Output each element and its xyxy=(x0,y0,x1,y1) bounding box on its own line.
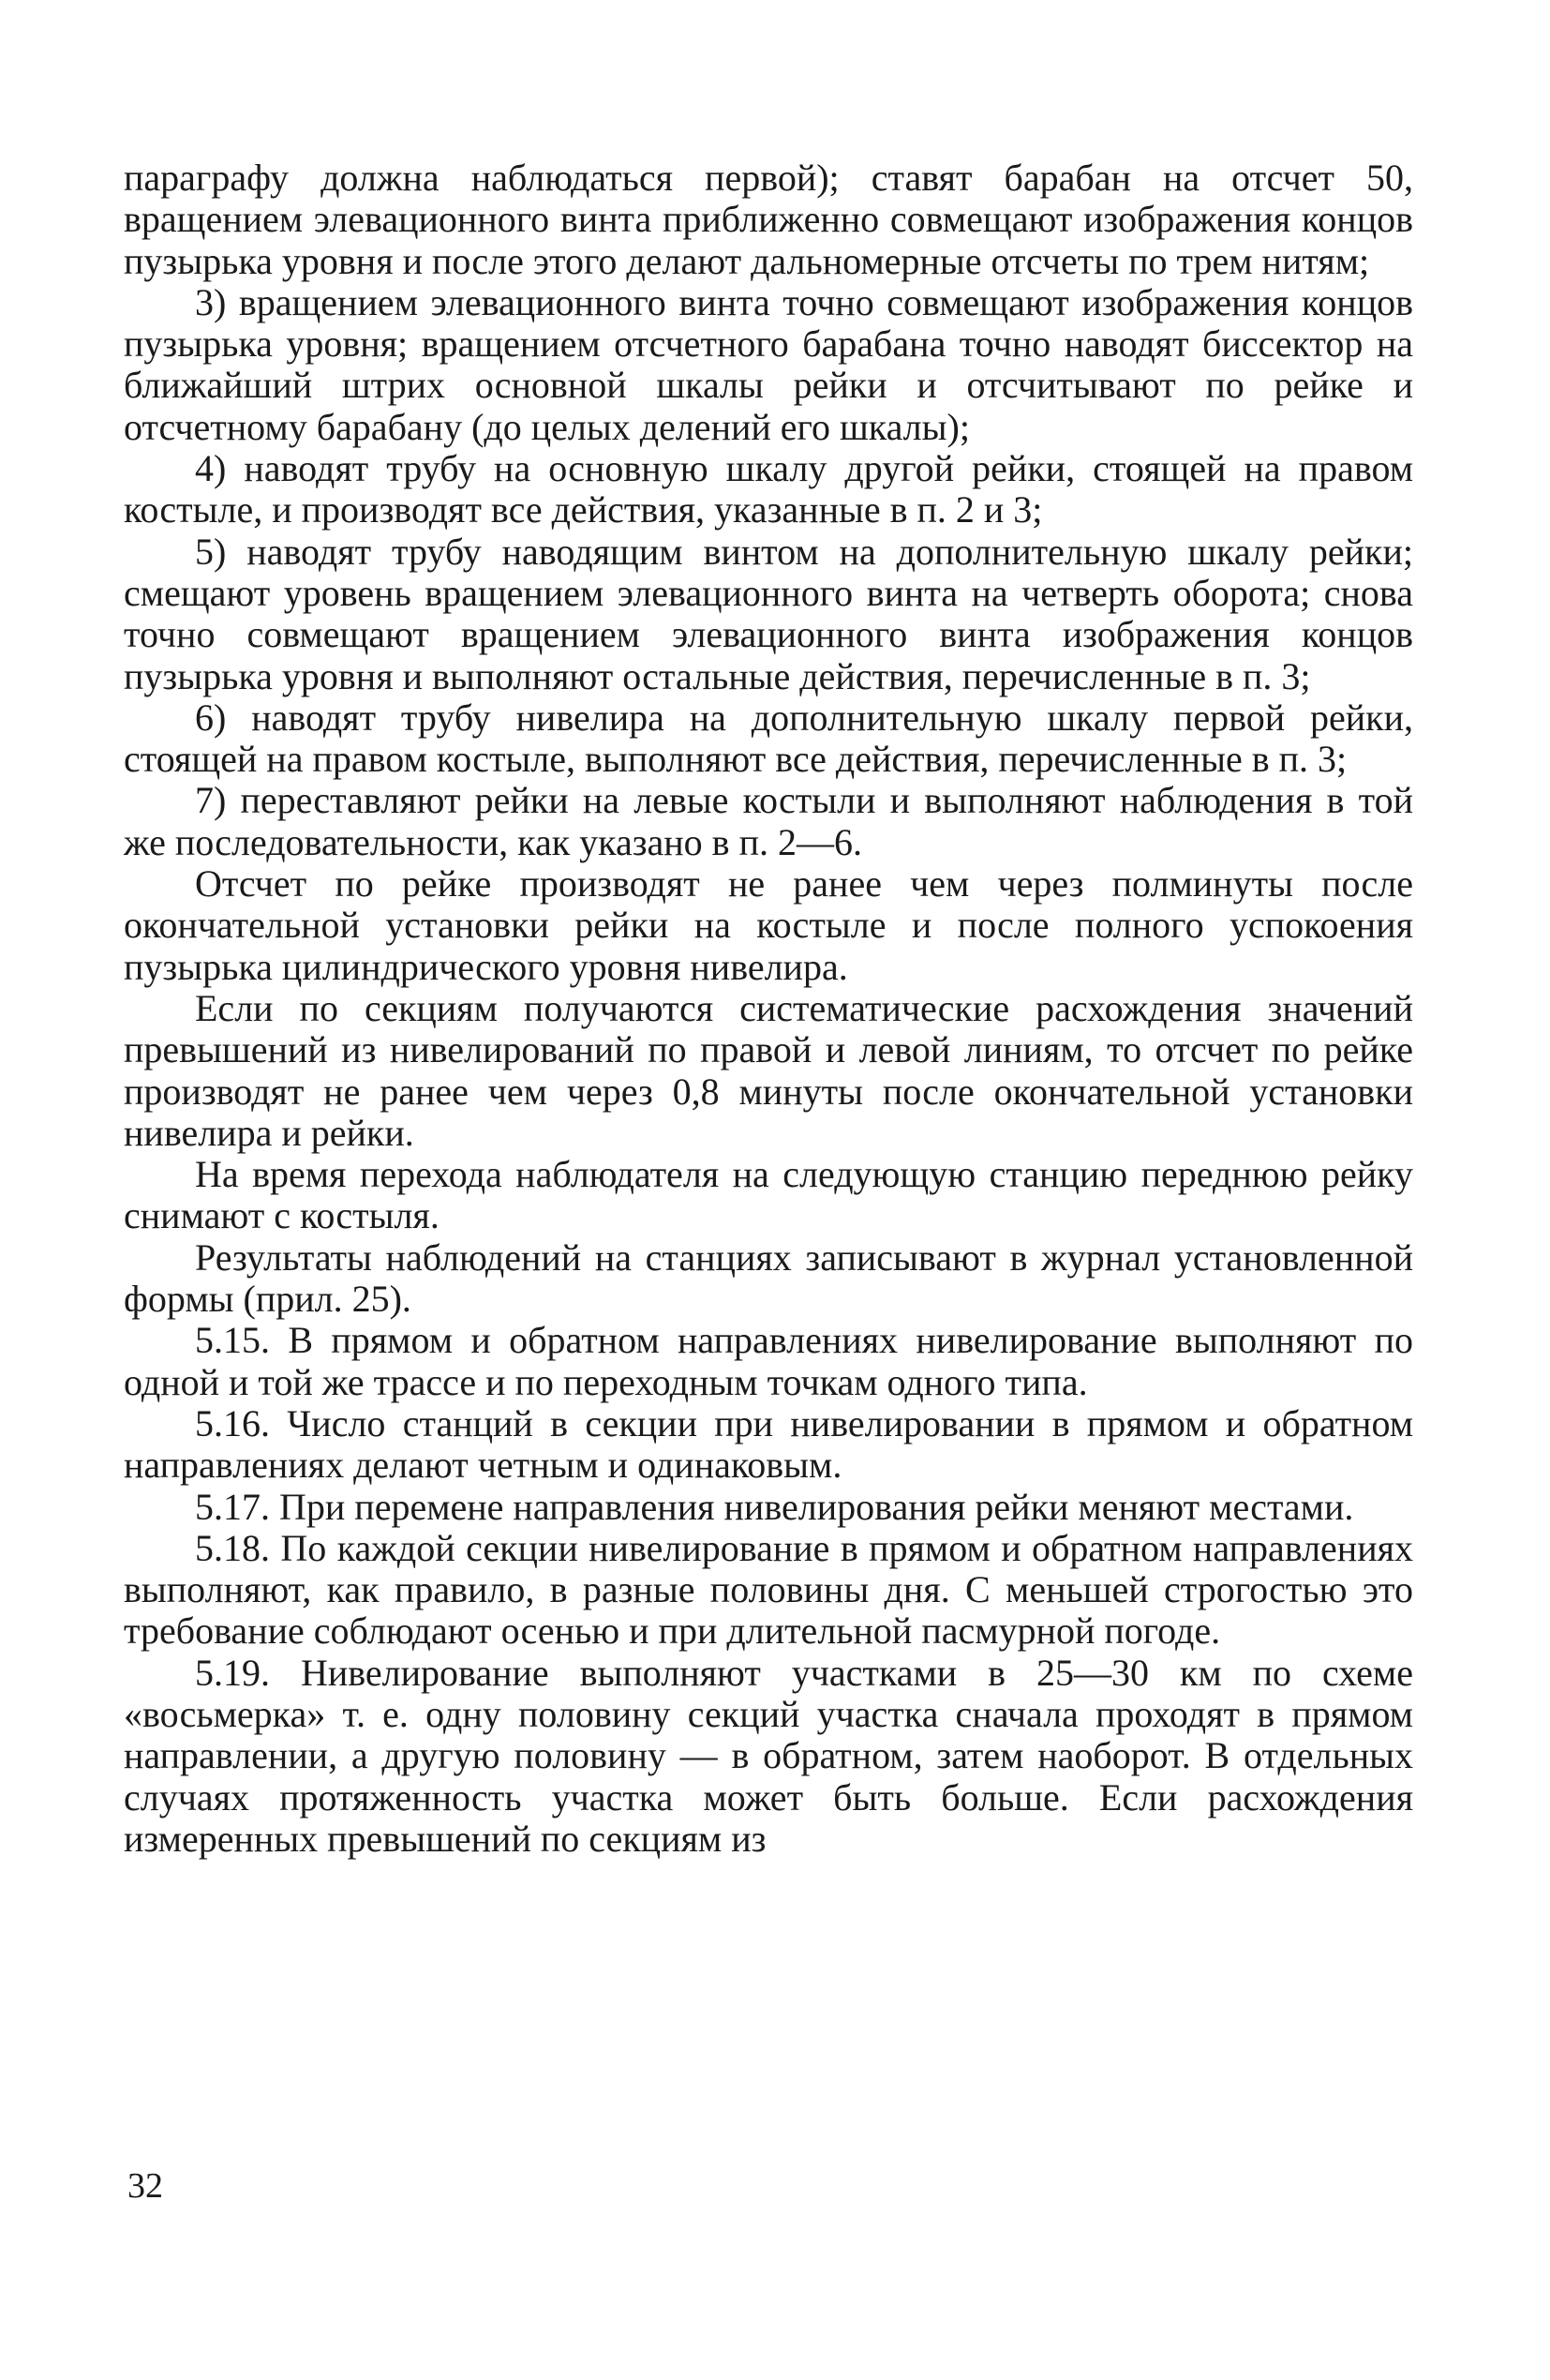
paragraph-6: 7) переставляют рейки на левые костыли и выполняют наблюдения в той же последовательности, как указано в п. 2—6. xyxy=(124,779,1413,863)
paragraph-13: 5.17. При перемене направления нивелирования рейки меняют местами. xyxy=(195,1485,1354,1528)
paragraph-5: 6) наводят трубу нивелира на дополнительную шкалу первой рейки, стоящей на правом костыле, выполняют все действия, перечисленные в п. 3; xyxy=(124,696,1413,781)
page-body xyxy=(124,157,1413,1860)
paragraph-11: 5.15. В прямом и обратном направлениях нивелирование выполняют по одной и той же трассе и по переходным точкам одного типа. xyxy=(124,1319,1413,1403)
paragraph-9: На время перехода наблюдателя на следующую станцию переднюю рейку снимают с костыля. xyxy=(124,1153,1413,1237)
paragraph-2: 3) вращением элевационного винта точно совмещают изображения концов пузырька уровня; вращением отсчетного барабана точно наводят биссектор на ближайший штрих основной шкалы рейки и отсчитывают по рейке и отсчетному барабану (до целых делений его шкалы); xyxy=(124,280,1413,448)
paragraph-14: 5.18. По каждой секции нивелирование в прямом и обратном направлениях выполняют, как правило, в разные половины дня. С меньшей строгостью это требование соблюдают осенью и при длительной пасмурной погоде. xyxy=(124,1526,1413,1653)
paragraph-4: 5) наводят трубу наводящим винтом на дополнительную шкалу рейки; смещают уровень вращением элевационного винта на четверть оборота; снова точно совмещают вращением элевационного винта изображения концов пузырька уровня и выполняют остальные действия, перечисленные в п. 3; xyxy=(124,530,1413,697)
paragraph-3: 4) наводят трубу на основную шкалу другой рейки, стоящей на правом костыле, и производят все действия, указанные в п. 2 и 3; xyxy=(124,447,1413,531)
paragraph-10: Результаты наблюдений на станциях записывают в журнал установленной формы (прил. 25). xyxy=(124,1235,1413,1321)
paragraph-1: параграфу должна наблюдаться первой); ставят барабан на отсчет 50, вращением элевационного винта приближенно совмещают изображения концов пузырька уровня и после этого делают дальномерные отсчеты по трем нитям; xyxy=(124,157,1413,282)
paragraph-15: 5.19. Нивелирование выполняют участками в 25—30 км по схеме «восьмерка» т. е. одну половину секций участка сначала проходят в прямом направлении, а другую половину — в обратном, затем наоборот. В отдельных случаях протяженность участка может быть больше. Если расхождения измеренных превышений по секциям из xyxy=(124,1651,1413,1860)
paragraph-7: Отсчет по рейке производят не ранее чем через полминуты после окончательной установки рейки на костыле и после полного успокоения пузырька цилиндрического уровня нивелира. xyxy=(124,862,1413,988)
paragraph-8: Если по секциям получаются систематические расхождения значений превышений из нивелирований по правой и левой линиям, то отсчет по рейке производят не ранее чем через 0,8 минуты после окончательной установки нивелира и рейки. xyxy=(124,986,1413,1154)
paragraph-12: 5.16. Число станций в секции при нивелировании в прямом и обратном направлениях делают четным и одинаковым. xyxy=(124,1401,1413,1487)
page-number: 32 xyxy=(127,2166,163,2206)
